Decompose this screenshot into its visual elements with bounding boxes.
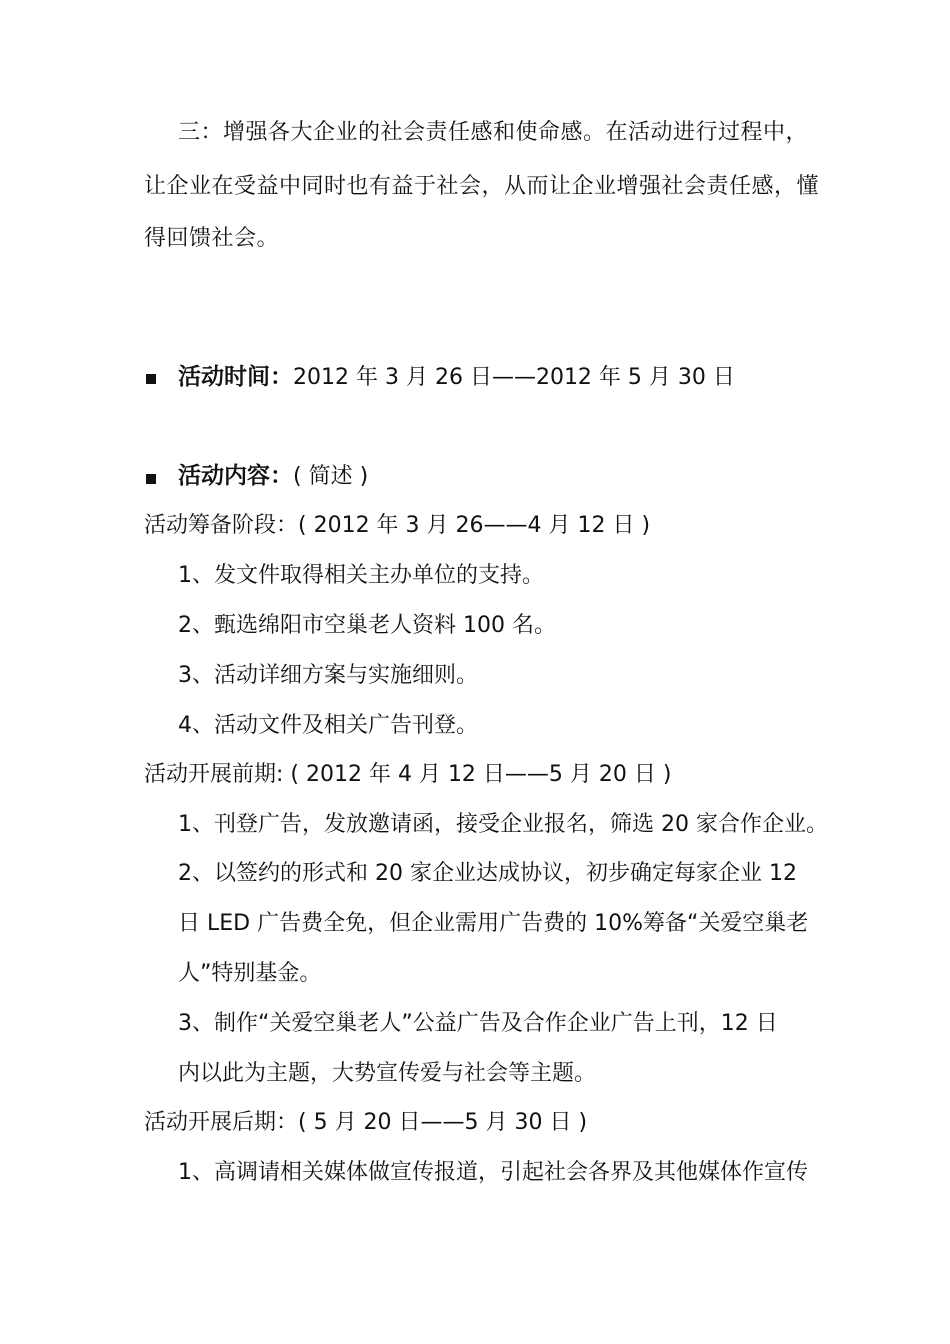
list-item-line: 日 LED 广告费全免，但企业需用广告费的 10%筹备“关爱空巢老 — [178, 911, 809, 936]
intro-line-2: 让企业在受益中同时也有益于社会，从而让企业增强社会责任感，懂 — [144, 174, 820, 199]
activity-time-label: 活动时间： — [178, 364, 293, 390]
activity-content-heading — [178, 461, 368, 492]
list-item: 4、活动文件及相关广告刊登。 — [178, 713, 478, 738]
list-item-line: 内以此为主题，大势宣传爱与社会等主题。 — [178, 1061, 597, 1086]
activity-content-label: 活动内容： — [178, 463, 293, 489]
bullet-square-icon — [146, 474, 156, 484]
list-item: 3、活动详细方案与实施细则。 — [178, 663, 478, 688]
list-item: 1、刊登广告，发放邀请函，接受企业报名，筛选 20 家合作企业。 — [178, 812, 828, 837]
activity-time-value: 2012 年 3 月 26 日——2012 年 5 月 30 日 — [293, 365, 735, 390]
intro-line-1: 三：增强各大企业的社会责任感和使命感。在活动进行过程中， — [178, 120, 809, 145]
list-item-line: 人”特别基金。 — [178, 961, 322, 986]
list-item: 1、发文件取得相关主办单位的支持。 — [178, 563, 544, 588]
list-item-line: 2、以签约的形式和 20 家企业达成协议，初步确定每家企业 12 — [178, 861, 797, 886]
list-item: 1、高调请相关媒体做宣传报道，引起社会各界及其他媒体作宣传 — [178, 1160, 808, 1185]
activity-content-value: ( 简述 ) — [293, 464, 369, 489]
phase-early-title: 活动开展前期: ( 2012 年 4 月 12 日——5 月 20 日 ) — [144, 762, 672, 787]
intro-line-3: 得回馈社会。 — [144, 226, 280, 251]
phase-late-title: 活动开展后期：( 5 月 20 日——5 月 30 日 ) — [144, 1110, 588, 1135]
list-item-line: 3、制作“关爱空巢老人”公益广告及合作企业广告上刊，12 日 — [178, 1011, 778, 1036]
bullet-square-icon — [146, 374, 156, 384]
activity-time-heading — [178, 362, 735, 393]
list-item: 2、甄选绵阳市空巢老人资料 100 名。 — [178, 613, 556, 638]
phase-prep-title: 活动筹备阶段：( 2012 年 3 月 26——4 月 12 日 ) — [144, 513, 651, 538]
